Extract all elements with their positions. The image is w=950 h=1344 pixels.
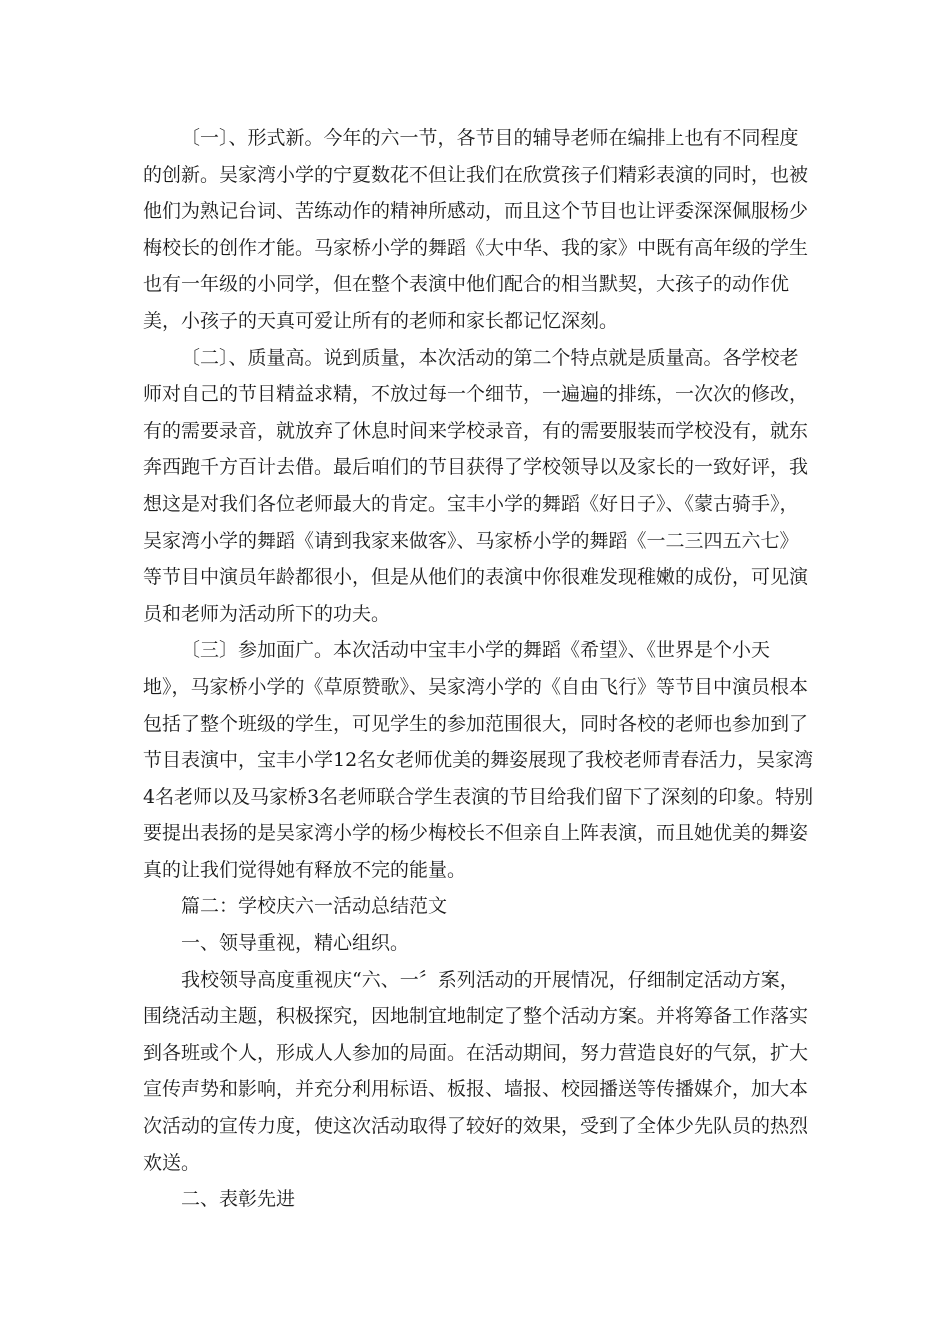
- document-body: [143, 120, 815, 1218]
- subheading-leadership: 一、领导重视，精心组织。: [181, 932, 410, 955]
- subheading-commend-advanced: 二、表彰先进: [181, 1188, 296, 1211]
- paragraph-quality-high: 〔二〕、质量高。说到质量，本次活动的第二个特点就是质量高。各学校老师对自己的节目精益求精，不放过每一个细节，一遍遍的排练，一次次的修改，有的需要录音，就放弃了休息时间来学校录音，有的需要服装而学校没有，就东奔西跑千方百计去借。最后咱们的节目获得了学校领导以及家长的一致好评，我想这是对我们各位老师最大的肯定。宝丰小学的舞蹈《好日子》、《蒙古骑手》，吴家湾小学的舞蹈《请到我家来做客》、马家桥小学的舞蹈《一二三四五六七》等节目中演员年龄都很小，但是从他们的表演中你很难发现稚嫩的成份，可见演员和老师为活动所下的功夫。: [143, 346, 809, 625]
- paragraph-leadership-details: 我校领导高度重视庆“六、一〞系列活动的开展情况，仔细制定活动方案，围绕活动主题，积极探究，因地制宜地制定了整个活动方案。并将筹备工作落实到各班或个人，形成人人参加的局面。在活动期间，努力营造良好的气氛，扩大宣传声势和影响，并充分利用标语、板报、墙报、校园播送等传播媒介，加大本次活动的宣传力度，使这次活动取得了较好的效果，受到了全体少先队员的热烈欢送。: [143, 968, 809, 1174]
- section-heading-part-two: 篇二：学校庆六一活动总结范文: [181, 895, 448, 918]
- paragraph-form-new: 〔一〕、形式新。今年的六一节，各节目的辅导老师在编排上也有不同程度的创新。吴家湾小学的宁夏数花不但让我们在欣赏孩子们精彩表演的同时，也被他们为熟记台词、苦练动作的精神所感动，而且这个节目也让评委深深佩服杨少梅校长的创作才能。马家桥小学的舞蹈《大中华、我的家》中既有高年级的学生也有一年级的小同学，但在整个表演中他们配合的相当默契，大孩子的动作优美，小孩子的天真可爱让所有的老师和家长都记忆深刻。: [143, 127, 809, 332]
- paragraph-wide-participation: 〔三〕参加面广。本次活动中宝丰小学的舞蹈《希望》、《世界是个小天地》，马家桥小学的《草原赞歌》、吴家湾小学的《自由飞行》等节目中演员根本包括了整个班级的学生，可见学生的参加范围很大，同时各校的老师也参加到了节目表演中，宝丰小学12名女老师优美的舞姿展现了我校老师青春活力，吴家湾4名老师以及马家桥3名老师联合学生表演的节目给我们留下了深刻的印象。特别要提出表扬的是吴家湾小学的杨少梅校长不但亲自上阵表演，而且她优美的舞姿真的让我们觉得她有释放不完的能量。: [143, 639, 814, 881]
